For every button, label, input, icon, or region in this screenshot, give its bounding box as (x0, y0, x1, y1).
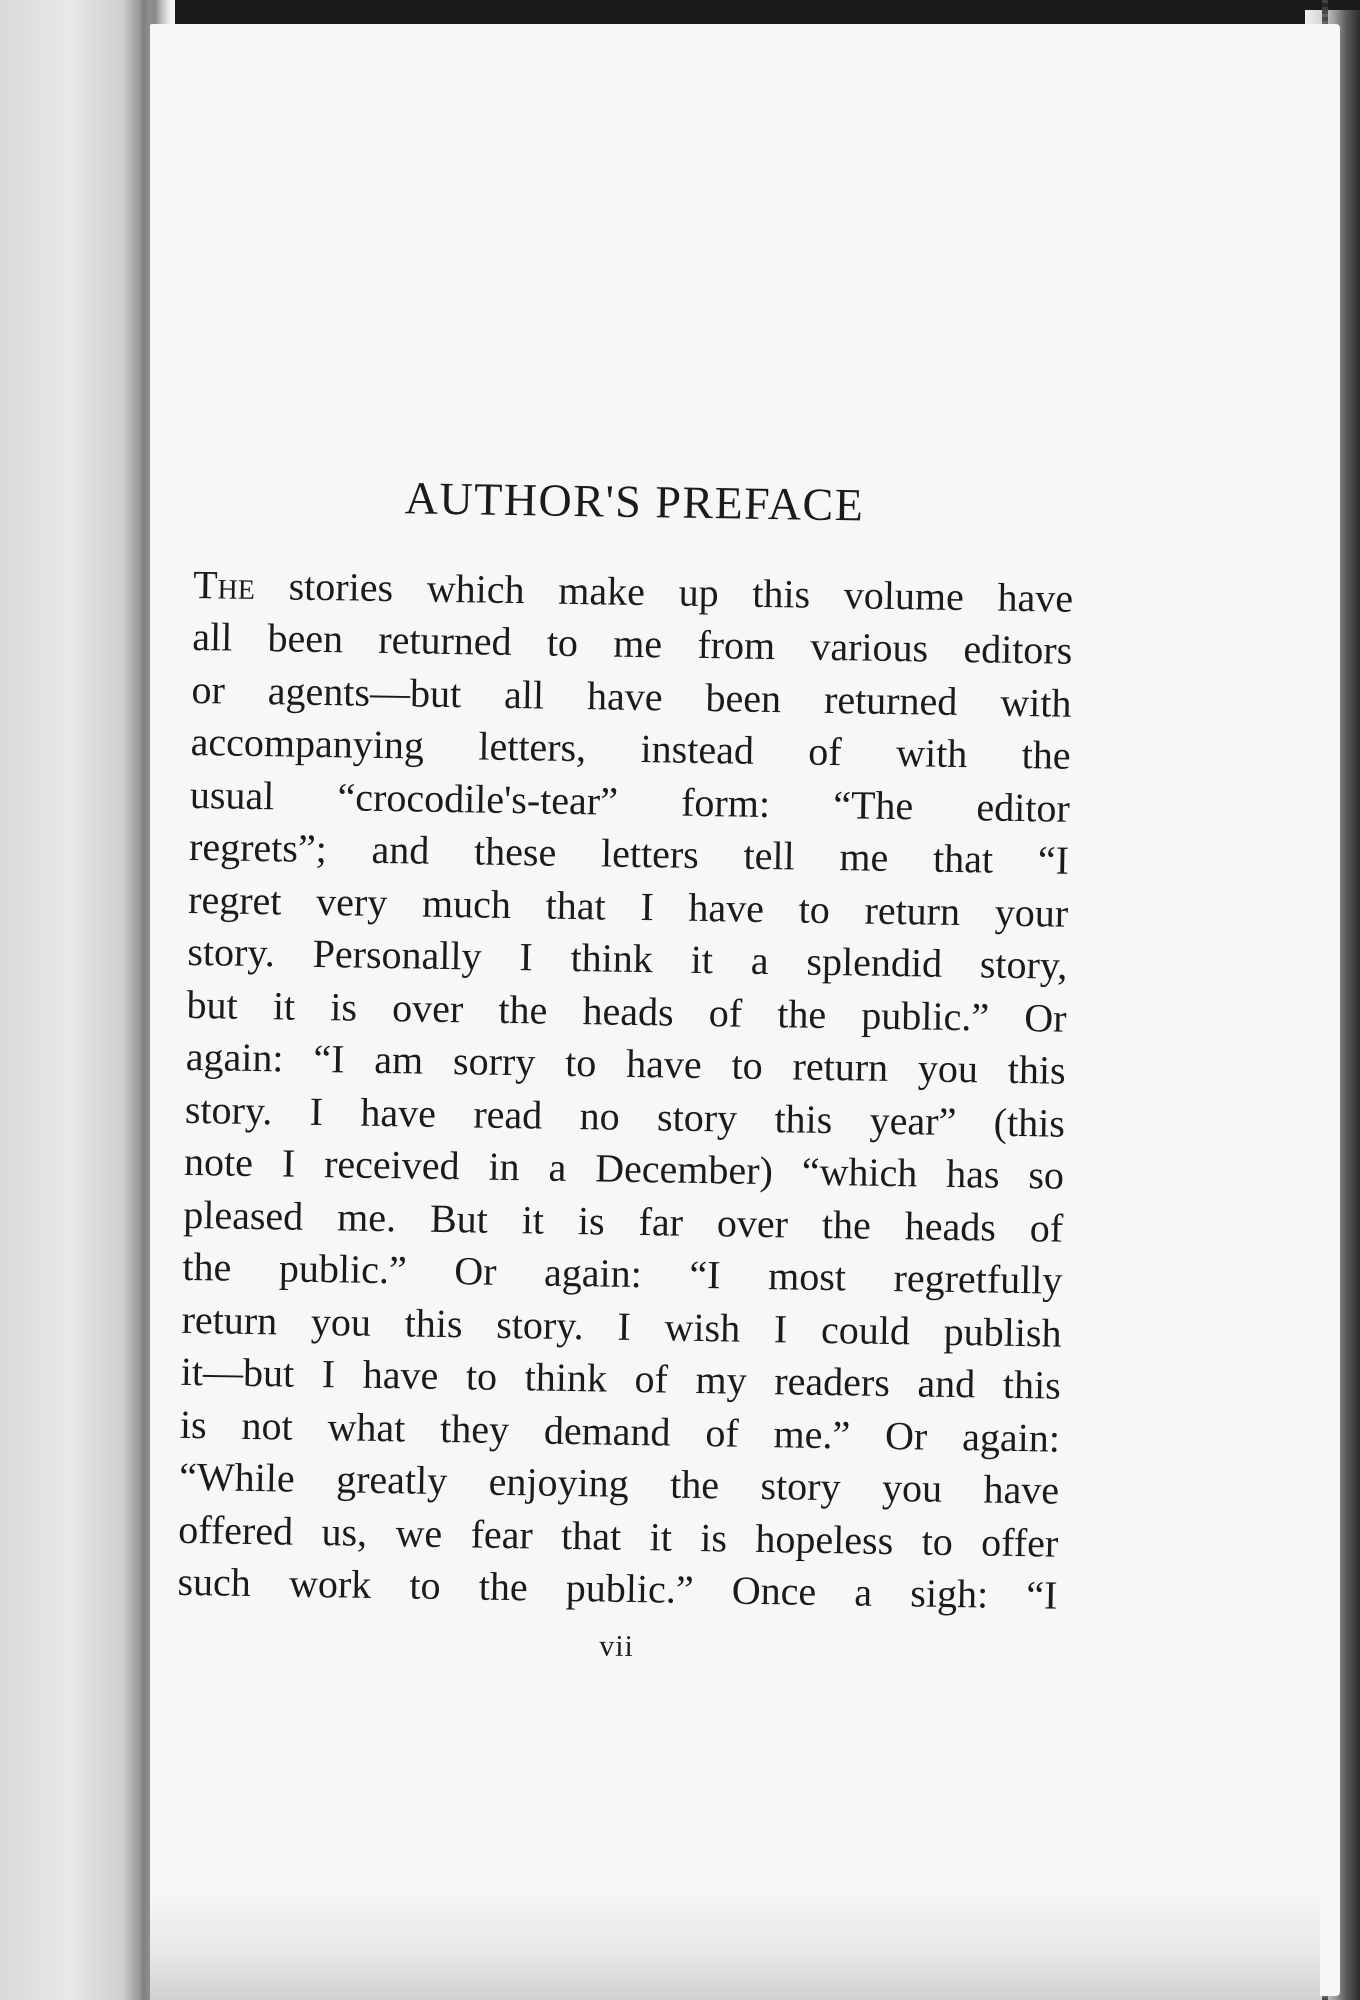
text-line-content: stories which make up this volume have (254, 562, 1074, 621)
text-line: again: “I am sorry to have to return you this (185, 1034, 1067, 1093)
text-line: story. Personally I think it a splendid story, (187, 929, 1068, 988)
text-line: note I received in a December) “which has so (183, 1139, 1065, 1198)
text-line: such work to the public.” Once a sigh: “I (177, 1558, 1058, 1618)
preface-heading: AUTHOR'S PREFACE (404, 472, 865, 531)
text-line: return you this story. I wish I could publish (181, 1296, 1062, 1356)
text-line: accompanying letters, instead of with the (190, 719, 1071, 778)
text-line: the public.” Or again: “I most regretfully (182, 1243, 1063, 1303)
text-line: regret very much that I have to return your (187, 876, 1069, 936)
text-line: but it is over the heads of the public.” Or (186, 981, 1067, 1041)
text-line: story. I have read no story this year” (this (184, 1086, 1066, 1146)
page-bottom-shade (150, 1890, 1320, 2000)
text-line: pleased me. But it is far over the heads of (182, 1191, 1064, 1251)
text-line: it—but I have to think of my readers and this (180, 1348, 1062, 1408)
page-number: vii (598, 1629, 635, 1663)
text-line: “While greatly enjoying the story you have (178, 1453, 1060, 1513)
preface-body (177, 559, 1073, 1623)
text-line: is not what they demand of me.” Or again: (179, 1401, 1061, 1461)
text-line: regrets”; and these letters tell me that “I (188, 824, 1070, 883)
text-line: usual “crocodile's-tear” form: “The editor (189, 771, 1071, 831)
page-text-block (176, 470, 1075, 1670)
text-line: or agents—but all have been returned with (191, 666, 1072, 726)
text-line: offered us, we fear that it is hopeless to offer (178, 1506, 1059, 1566)
text-line: all been returned to me from various editors (192, 614, 1073, 673)
dropcap-lead-word: The (192, 561, 256, 608)
